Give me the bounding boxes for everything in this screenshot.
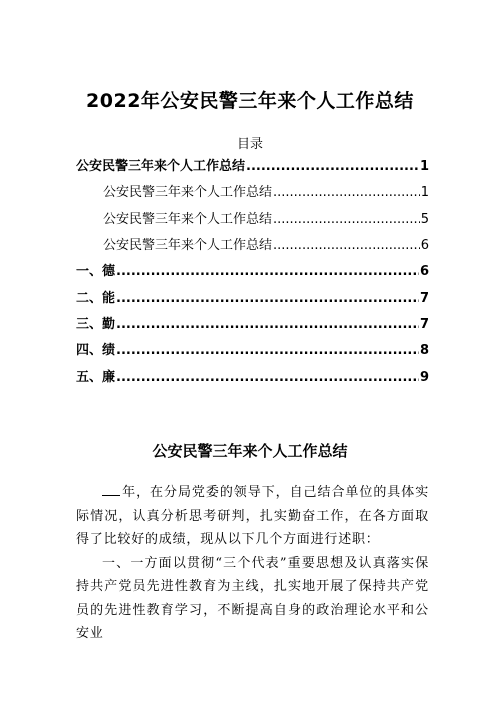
toc-heading: 目录 (236, 137, 263, 152)
toc-entry-page: 7 (419, 291, 429, 306)
body-text (76, 481, 429, 646)
toc-entry[interactable] (76, 290, 429, 308)
toc-entry-text: 公安民警三年来个人工作总结 (103, 212, 273, 227)
paragraph: 一、一方面以贯彻“三个代表”重要思想及认真落实保持共产党员先进性教育为主线，扎实地开展了保持共产党员的先进性教育学习，不断提高自身的政治理论水平和公安业 (76, 555, 429, 641)
toc-entry-text: 公安民警三年来个人工作总结 (76, 159, 246, 174)
toc-entry-page: 6 (420, 238, 429, 253)
toc-dot-leader (116, 342, 419, 360)
toc-entry-page: 6 (419, 264, 429, 279)
toc-entry-page: 7 (419, 317, 429, 332)
toc-dot-leader (273, 184, 420, 202)
toc-entry-text: 三、勤 (76, 317, 116, 332)
toc-entry[interactable] (76, 316, 429, 334)
toc-entry[interactable] (76, 158, 429, 176)
toc-dot-leader (273, 237, 420, 255)
toc-entry-text: 一、德 (76, 264, 116, 279)
toc-entry-text: 公安民警三年来个人工作总结 (103, 238, 273, 253)
toc-entry[interactable] (103, 237, 429, 255)
toc-entry-text: 公安民警三年来个人工作总结 (103, 185, 273, 200)
toc-entry-page: 8 (419, 343, 429, 358)
toc-entry[interactable] (76, 369, 429, 387)
toc-entry-text: 四、绩 (76, 343, 116, 358)
toc-entry[interactable] (76, 342, 429, 360)
paragraph-text: 年，在分局党委的领导下，自己结合单位的具体实际情况，认真分析思考研判，扎实勤奋工作，在各方面取得了比较好的成绩，现从以下几个方面进行述职： (76, 485, 429, 547)
toc-entry-text: 五、廉 (76, 370, 116, 385)
toc-entry[interactable] (76, 263, 429, 281)
toc-dot-leader (273, 211, 420, 229)
toc-dot-leader (116, 316, 419, 334)
toc-entry[interactable] (103, 184, 429, 202)
toc-dot-leader (246, 158, 419, 176)
blank-underline (102, 481, 120, 496)
paragraph (76, 481, 429, 552)
toc-entry-page: 5 (420, 212, 429, 227)
toc-dot-leader (116, 290, 419, 308)
toc-entry-text: 二、能 (76, 291, 116, 306)
toc-entry[interactable] (103, 211, 429, 229)
toc-dot-leader (116, 263, 419, 281)
toc-entry-page: 1 (420, 185, 429, 200)
section-title: 公安民警三年来个人工作总结 (152, 442, 348, 460)
document-title: 2022年公安民警三年来个人工作总结 (86, 90, 414, 112)
toc-entry-page: 9 (419, 370, 429, 385)
toc-entry-page: 1 (419, 159, 429, 174)
toc-dot-leader (116, 369, 419, 387)
